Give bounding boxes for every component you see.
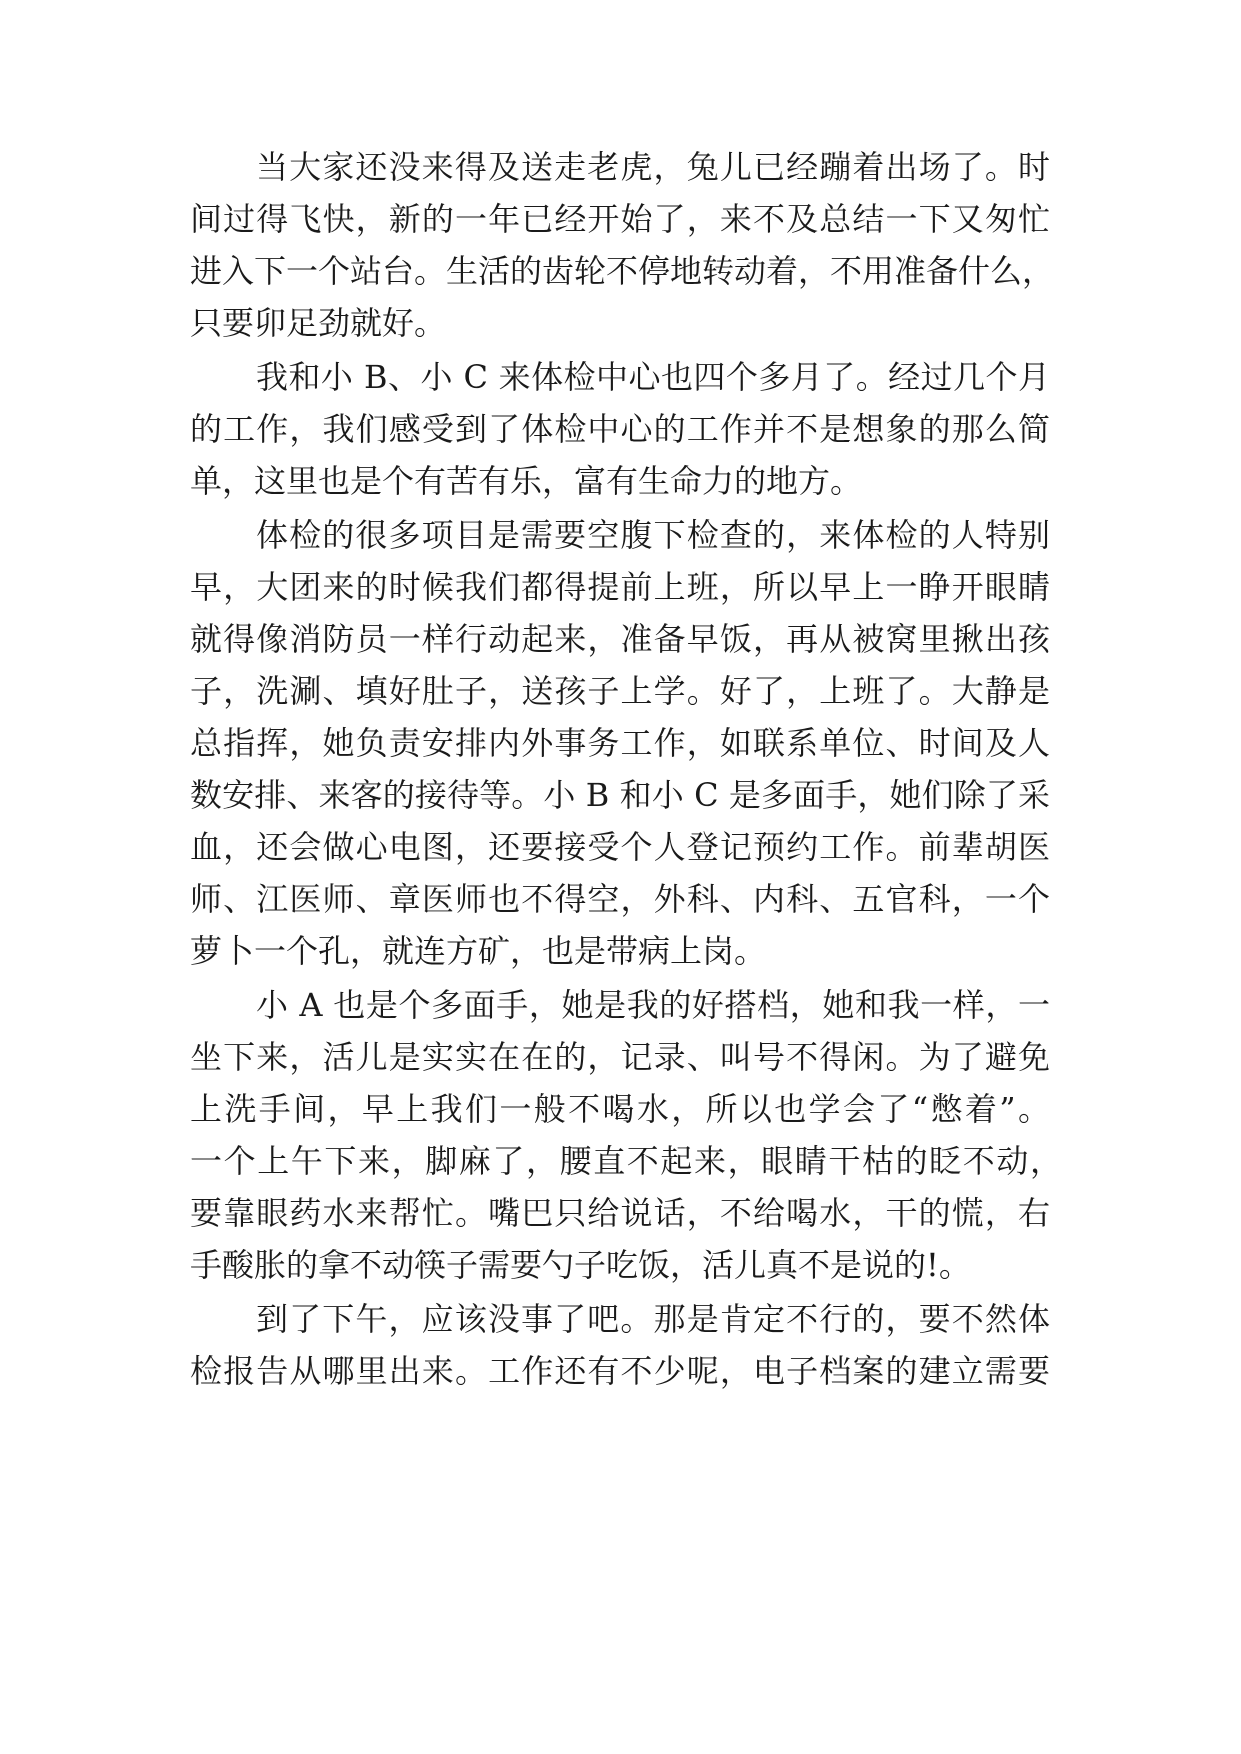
text-line: 检报告从哪里出来。工作还有不少呢，电子档案的建立需要 bbox=[190, 1352, 1050, 1390]
text-line: 血，还会做心电图，还要接受个人登记预约工作。前辈胡医 bbox=[190, 828, 1050, 866]
text-line: 当大家还没来得及送走老虎，兔儿已经蹦着出场了。时 bbox=[256, 148, 1050, 186]
text-line: 萝卜一个孔，就连方矿，也是带病上岗。 bbox=[190, 932, 767, 970]
text-line: 子，洗涮、填好肚子，送孩子上学。好了，上班了。大静是 bbox=[190, 672, 1050, 710]
text-line: 就得像消防员一样行动起来，准备早饭，再从被窝里揪出孩 bbox=[190, 620, 1050, 658]
text-line: 进入下一个站台。生活的齿轮不停地转动着，不用准备什么， bbox=[190, 252, 1055, 290]
text-line: 手酸胀的拿不动筷子需要勺子吃饭，活儿真不是说的!。 bbox=[190, 1246, 971, 1284]
text-line: 我和小 B、小 C 来体检中心也四个多月了。经过几个月 bbox=[256, 358, 1050, 396]
text-line: 小 A 也是个多面手，她是我的好搭档，她和我一样，一 bbox=[256, 986, 1050, 1024]
text-line: 要靠眼药水来帮忙。嘴巴只给说话，不给喝水，干的慌，右 bbox=[190, 1194, 1050, 1232]
text-line: 上洗手间，早上我们一般不喝水，所以也学会了“憋着”。 bbox=[190, 1090, 1050, 1128]
text-line: 总指挥，她负责安排内外事务工作，如联系单位、时间及人 bbox=[190, 724, 1050, 762]
text-line: 一个上午下来，脚麻了，腰直不起来，眼睛干枯的眨不动， bbox=[190, 1142, 1062, 1180]
text-line: 数安排、来客的接待等。小 B 和小 C 是多面手，她们除了采 bbox=[190, 776, 1050, 814]
text-line: 只要卯足劲就好。 bbox=[190, 304, 447, 342]
text-line: 坐下来，活儿是实实在在的，记录、叫号不得闲。为了避免 bbox=[190, 1038, 1050, 1076]
text-line: 间过得飞快，新的一年已经开始了，来不及总结一下又匆忙 bbox=[190, 200, 1050, 238]
text-line: 到了下午，应该没事了吧。那是肯定不行的，要不然体 bbox=[256, 1300, 1050, 1338]
text-line: 早，大团来的时候我们都得提前上班，所以早上一睁开眼睛 bbox=[190, 568, 1050, 606]
text-line: 单，这里也是个有苦有乐，富有生命力的地方。 bbox=[190, 462, 863, 500]
text-line: 的工作，我们感受到了体检中心的工作并不是想象的那么简 bbox=[190, 410, 1050, 448]
text-line: 体检的很多项目是需要空腹下检查的，来体检的人特别 bbox=[256, 516, 1050, 554]
text-line: 师、江医师、章医师也不得空，外科、内科、五官科，一个 bbox=[190, 880, 1050, 918]
